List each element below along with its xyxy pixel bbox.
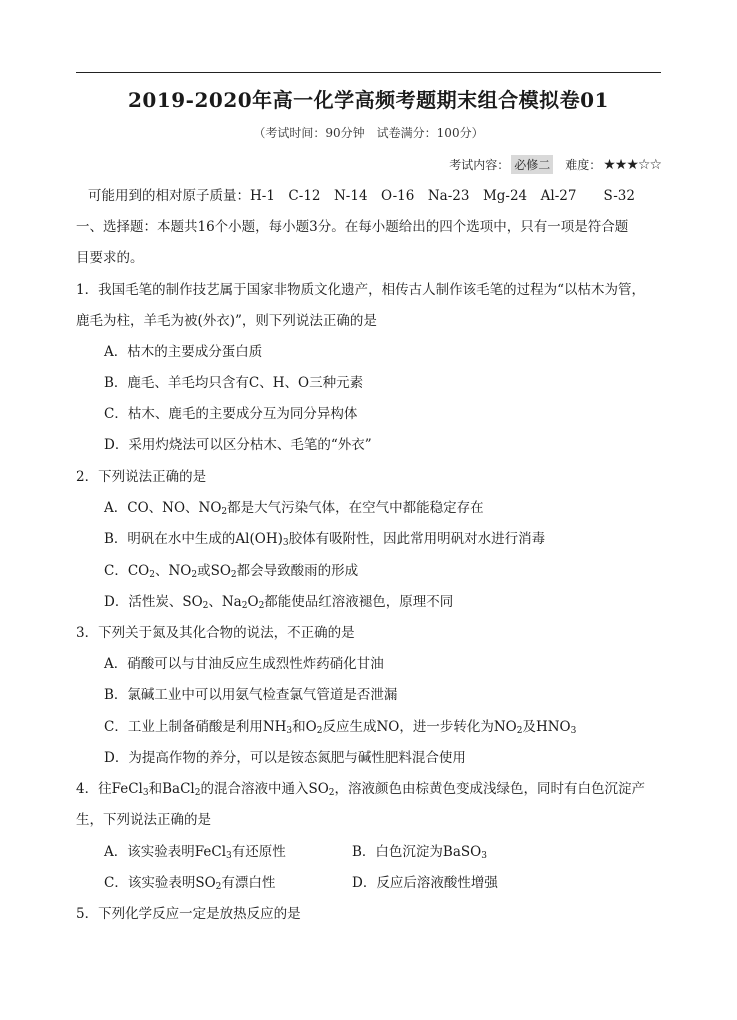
q3-option-c: C．工业上制备硝酸是利用$NH_3$和$O_2$反应生成NO，进一步转化为$NO_2$及$HNO_3$ <box>104 719 577 736</box>
q2-option-a: A．CO、NO、$NO_2$都是大气污染气体，在空气中都能稳定存在 <box>104 500 484 517</box>
q3-option-d: D．为提高作物的养分，可以是铵态氮肥与碱性肥料混合使用 <box>104 750 466 766</box>
section-heading-line1: 一、选择题：本题共16个小题，每小题3分。在每小题给出的四个选项中，只有一项是符合题 <box>76 219 629 235</box>
q2-option-b: B．明矾在水中生成的$Al(OH)_3$胶体有吸附性，因此常用明矾对水进行消毒 <box>104 531 546 548</box>
difficulty-label: 难度： <box>565 158 602 172</box>
q1-option-a: A．枯木的主要成分蛋白质 <box>104 344 263 360</box>
content-label: 考试内容： <box>449 158 510 172</box>
q4-stem-line2: 生，下列说法正确的是 <box>76 812 211 828</box>
q4-option-b: B．白色沉淀为BaSO$_3$ <box>352 844 487 861</box>
q1-option-c: C．枯木、鹿毛的主要成分互为同分异构体 <box>104 406 358 422</box>
q4-option-a: A．该实验表明FeCl$_3$有还原性 <box>104 844 286 861</box>
q2-stem: 2．下列说法正确的是 <box>76 469 207 485</box>
q1-stem-line2: 鹿毛为柱，羊毛为被(外衣)”，则下列说法正确的是 <box>76 313 377 329</box>
q4-stem-line1: 4．往FeCl$_3$和BaCl$_2$的混合溶液中通入$SO_2$，溶液颜色由棕黄色变成浅绿色，同时有白色沉淀产 <box>76 781 646 798</box>
exam-subtitle: （考试时间：90分钟 试卷满分：100分） <box>253 126 484 140</box>
q4-option-d: D．反应后溶液酸性增强 <box>352 875 498 891</box>
q1-stem-line1: 1．我国毛笔的制作技艺属于国家非物质文化遗产，相传古人制作该毛笔的过程为“以枯木为管， <box>76 282 645 298</box>
header-rule <box>76 72 661 73</box>
q3-option-b: B．氯碱工业中可以用氨气检查氯气管道是否泄漏 <box>104 687 398 703</box>
atomic-masses: 可能用到的相对原子质量：H-1 C-12 N-14 O-16 Na-23 Mg-24 Al-27 S-32 <box>88 188 635 204</box>
q4-option-c: C．该实验表明$SO_2$有漂白性 <box>104 875 276 892</box>
q2-option-c: C．$CO_2$、$NO_2$或$SO_2$都会导致酸雨的形成 <box>104 563 359 580</box>
q3-option-a: A．硝酸可以与甘油反应生成烈性炸药硝化甘油 <box>104 656 384 672</box>
section-heading-line2: 目要求的。 <box>76 250 144 266</box>
q1-option-d: D．采用灼烧法可以区分枯木、毛笔的“外衣” <box>104 437 372 453</box>
difficulty-stars: ★★★☆☆ <box>603 156 661 173</box>
q5-stem: 5．下列化学反应一定是放热反应的是 <box>76 906 301 922</box>
exam-meta <box>449 155 661 174</box>
q2-option-d: D．活性炭、$SO_2$、$Na_2O_2$都能使品红溶液褪色，原理不同 <box>104 594 454 611</box>
content-value: 必修二 <box>511 155 553 174</box>
q3-stem: 3．下列关于氮及其化合物的说法，不正确的是 <box>76 625 355 641</box>
exam-title: 2019-2020年高一化学高频考题期末组合模拟卷01 <box>128 88 609 112</box>
q1-option-b: B．鹿毛、羊毛均只含有C、H、O三种元素 <box>104 375 364 391</box>
